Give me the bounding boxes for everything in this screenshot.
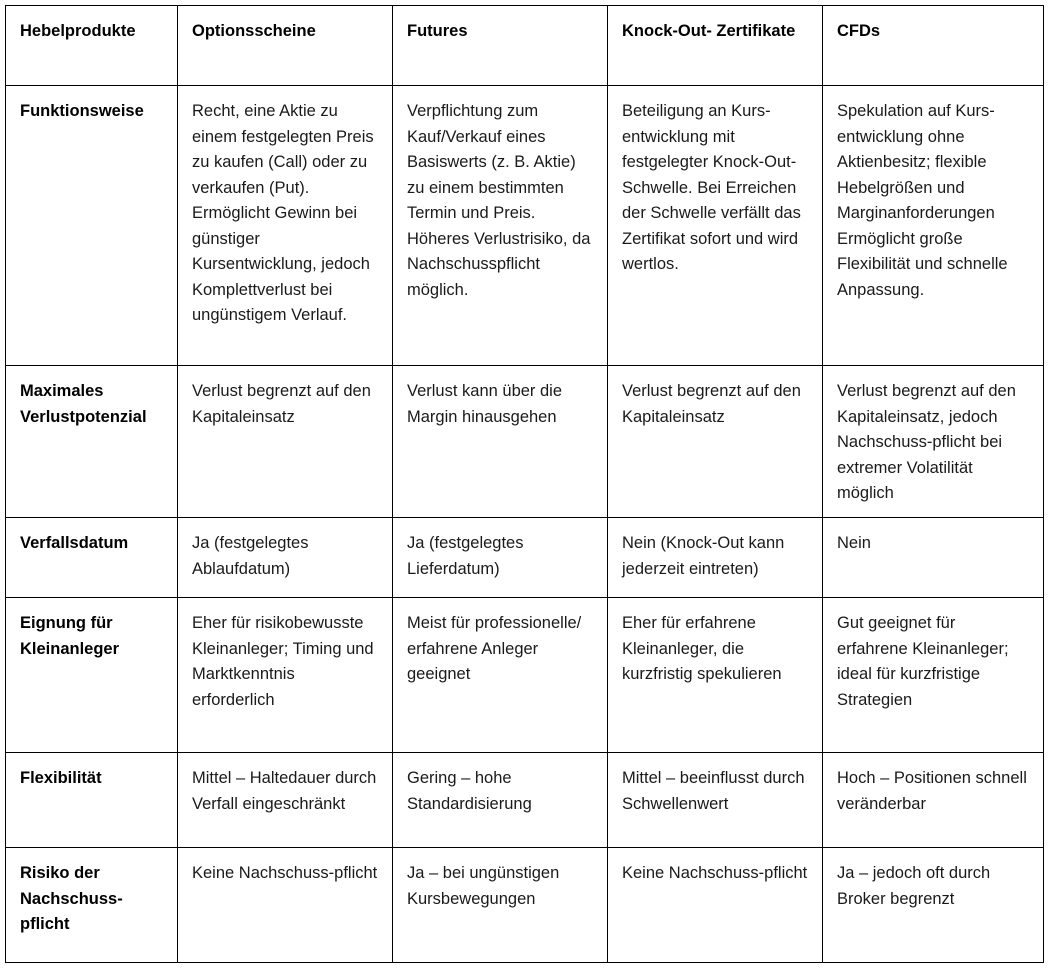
table-row [6,848,1044,963]
column-header-optionsscheine: Optionsscheine [178,6,393,86]
cell-funktionsweise-cfds: Spekulation auf Kurs-entwicklung ohne Aktienbesitz; flexible Hebelgrößen und Marginanforderungen Ermöglicht große Flexibilität und schnelle Anpassung. [823,86,1044,366]
cell-funktionsweise-knockout: Beteiligung an Kurs-entwicklung mit festgelegter Knock-Out-Schwelle. Bei Erreichen der Schwelle verfällt das Zertifikat sofort und wird wertlos. [608,86,823,366]
cell-nachschusspflicht-futures: Ja – bei ungünstigen Kursbewegungen [393,848,608,963]
cell-flexibilitaet-cfds: Hoch – Positionen schnell veränderbar [823,753,1044,848]
cell-eignung-optionsscheine: Eher für risikobewusste Kleinanleger; Timing und Marktkenntnis erforderlich [178,598,393,753]
table-header-row [6,6,1044,86]
table-row [6,86,1044,366]
table-row [6,518,1044,598]
column-header-cfds: CFDs [823,6,1044,86]
cell-nachschusspflicht-cfds: Ja – jedoch oft durch Broker begrenzt [823,848,1044,963]
table-row [6,753,1044,848]
cell-verfallsdatum-knockout: Nein (Knock-Out kann jederzeit eintreten) [608,518,823,598]
cell-verlustpotenzial-optionsscheine: Verlust begrenzt auf den Kapitaleinsatz [178,366,393,518]
cell-nachschusspflicht-optionsscheine: Keine Nachschuss-pflicht [178,848,393,963]
table-body [6,86,1044,963]
cell-flexibilitaet-futures: Gering – hohe Standardisierung [393,753,608,848]
cell-funktionsweise-optionsscheine: Recht, eine Aktie zu einem festgelegten Preis zu kaufen (Call) oder zu verkaufen (Put). Ermöglicht Gewinn bei günstiger Kursentwicklung, jedoch Komplettverlust bei ungünstigem Verlauf. [178,86,393,366]
cell-verfallsdatum-optionsscheine: Ja (festgelegtes Ablaufdatum) [178,518,393,598]
table-header [6,6,1044,86]
row-label-risiko-nachschusspflicht: Risiko der Nachschuss-pflicht [6,848,178,963]
cell-verfallsdatum-cfds: Nein [823,518,1044,598]
column-header-knockout: Knock-Out- Zertifikate [608,6,823,86]
row-label-verfallsdatum: Verfallsdatum [6,518,178,598]
cell-verlustpotenzial-futures: Verlust kann über die Margin hinausgehen [393,366,608,518]
cell-flexibilitaet-optionsscheine: Mittel – Haltedauer durch Verfall eingeschränkt [178,753,393,848]
table-row [6,366,1044,518]
column-header-criterion: Hebelprodukte [6,6,178,86]
cell-eignung-futures: Meist für professionelle/ erfahrene Anleger geeignet [393,598,608,753]
cell-eignung-cfds: Gut geeignet für erfahrene Kleinanleger; ideal für kurzfristige Strategien [823,598,1044,753]
leverage-products-comparison-table [5,5,1044,963]
table-row [6,598,1044,753]
cell-eignung-knockout: Eher für erfahrene Kleinanleger, die kurzfristig spekulieren [608,598,823,753]
cell-flexibilitaet-knockout: Mittel – beeinflusst durch Schwellenwert [608,753,823,848]
row-label-eignung-fuer-kleinanleger: Eignung für Kleinanleger [6,598,178,753]
row-label-maximales-verlustpotenzial: Maximales Verlustpotenzial [6,366,178,518]
row-label-flexibilitaet: Flexibilität [6,753,178,848]
cell-verlustpotenzial-cfds: Verlust begrenzt auf den Kapitaleinsatz, jedoch Nachschuss-pflicht bei extremer Volatilität möglich [823,366,1044,518]
cell-verfallsdatum-futures: Ja (festgelegtes Lieferdatum) [393,518,608,598]
cell-nachschusspflicht-knockout: Keine Nachschuss-pflicht [608,848,823,963]
cell-verlustpotenzial-knockout: Verlust begrenzt auf den Kapitaleinsatz [608,366,823,518]
column-header-futures: Futures [393,6,608,86]
cell-funktionsweise-futures: Verpflichtung zum Kauf/Verkauf eines Basiswerts (z. B. Aktie) zu einem bestimmten Termin und Preis. Höheres Verlustrisiko, da Nachschusspflicht möglich. [393,86,608,366]
row-label-funktionsweise: Funktionsweise [6,86,178,366]
